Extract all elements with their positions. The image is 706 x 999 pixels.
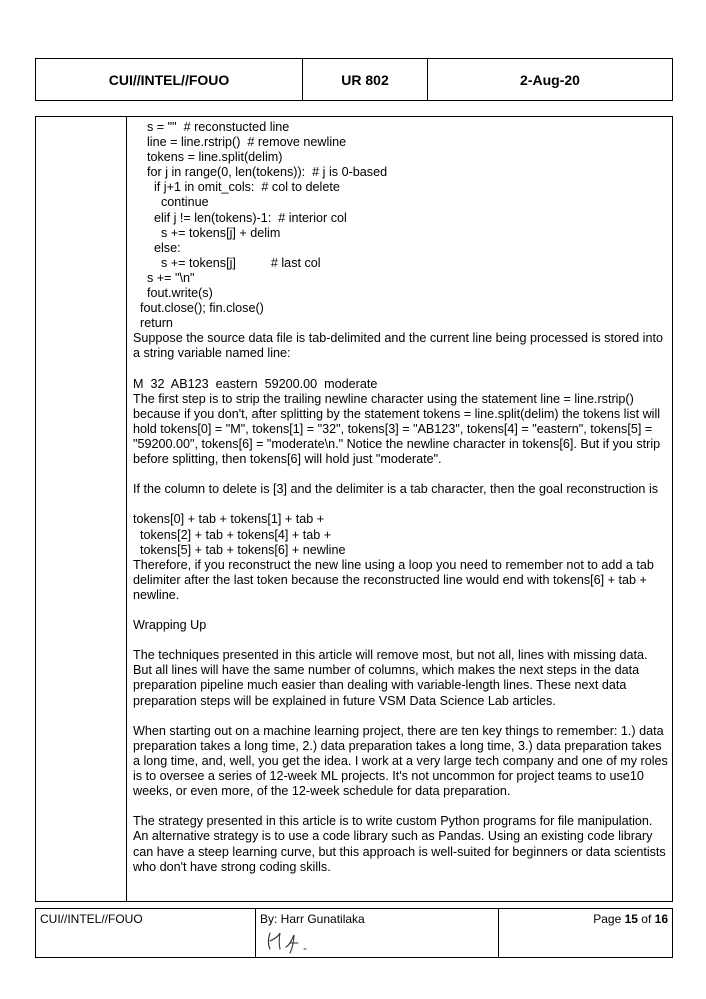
code-line: tokens = line.split(delim) <box>133 150 283 165</box>
footer-author: By: Harr Gunatilaka <box>260 912 365 926</box>
code-line: s += "\n" <box>133 270 195 285</box>
paragraph-tab-delimited: Suppose the source data file is tab-delimited and the current line being processed is stored into a string variable named line: <box>133 331 663 361</box>
footer-classification: CUI//INTEL//FOUO <box>36 909 256 957</box>
code-line: elif j != len(tokens)-1: # interior col <box>133 210 347 225</box>
footer-author-cell <box>256 909 499 957</box>
code-line: line = line.rstrip() # remove newline <box>133 135 347 150</box>
code-line: continue <box>133 195 209 210</box>
code-block-reconstruct <box>133 120 668 331</box>
page-label: Page <box>593 912 625 926</box>
paragraph-strip-newline: The first step is to strip the trailing newline character using the statement line = line.rstrip() because if you don't, after splitting by the statement tokens = line.split(delim) the tokens list will hold tokens[0] = "M", tokens[1] = "32", tokens[3] = "AB123", tokens[4] = "eastern", tokens[5] = "59200.00", tokens[6] = "moderate\n." Notice the newline character in tokens[6]. But if you strip before splitting, then tokens[6] will hold just "moderate". <box>133 391 661 467</box>
page-current: 15 <box>624 912 638 926</box>
paragraph-ml-project: When starting out on a machine learning project, there are ten key things to remember: 1.) data preparation takes a long time, 2.) data preparation takes a long time, 3.) data preparation takes a long time, and, well, you get the idea. I work at a very large tech company and one of my roles is to oversee a series of 12-week ML projects. It's not uncommon for project teams to use10 weeks, or even more, of the 12-week schedule for data preparation. <box>133 723 668 799</box>
code-line: else: <box>133 240 181 255</box>
code-line: for j in range(0, len(tokens)): # j is 0-based <box>133 165 388 180</box>
section-heading-wrapping-up: Wrapping Up <box>133 618 207 633</box>
author-signature <box>264 929 324 955</box>
footer-page-number <box>499 909 672 957</box>
code-line: tokens[5] + tab + tokens[6] + newline <box>133 542 346 557</box>
page-total: 16 <box>654 912 668 926</box>
header-classification: CUI//INTEL//FOUO <box>36 59 303 100</box>
code-line: fout.close(); fin.close() <box>133 301 264 316</box>
code-line: if j+1 in omit_cols: # col to delete <box>133 180 340 195</box>
code-block-tokens <box>133 512 668 557</box>
code-line: fout.write(s) <box>133 286 213 301</box>
header-table <box>35 58 673 101</box>
sample-data-line: M 32 AB123 eastern 59200.00 moderate <box>133 376 378 391</box>
code-line: tokens[2] + tab + tokens[4] + tab + <box>133 527 332 542</box>
page-of-label: of <box>637 912 655 926</box>
code-line: s += tokens[j] + delim <box>133 225 281 240</box>
body-table <box>35 116 673 902</box>
content-column <box>133 120 668 875</box>
paragraph-strategy: The strategy presented in this article is to write custom Python programs for file manipulation. An alternative strategy is to use a code library such as Pandas. Using an existing code library can have a steep learning curve, but this approach is well-suited for beginners or data scientists who don't have strong coding skills. <box>133 814 666 874</box>
paragraph-therefore: Therefore, if you reconstruct the new line using a loop you need to remember not to add a tab delimiter after the last token because the reconstructed line would end with tokens[6] + tab + newline. <box>133 557 654 602</box>
header-date: 2-Aug-20 <box>520 71 580 88</box>
paragraph-techniques: The techniques presented in this article will remove most, but not all, lines with missing data. But all lines will have the same number of columns, which makes the next steps in the data preparation pipeline much easier than dealing with variable-length lines. These next data preparation steps will be explained in future VSM Data Science Lab articles. <box>133 648 648 708</box>
code-line: s += tokens[j] # last col <box>133 255 321 270</box>
left-margin-column <box>36 117 127 901</box>
paragraph-delete-column: If the column to delete is [3] and the delimiter is a tab character, then the goal reconstruction is <box>133 482 659 497</box>
footer-table <box>35 908 673 958</box>
code-line: s = "" # reconstucted line <box>133 120 290 134</box>
code-line: return <box>133 316 173 331</box>
header-report-id: UR 802 <box>303 59 428 100</box>
code-line: tokens[0] + tab + tokens[1] + tab + <box>133 512 325 527</box>
